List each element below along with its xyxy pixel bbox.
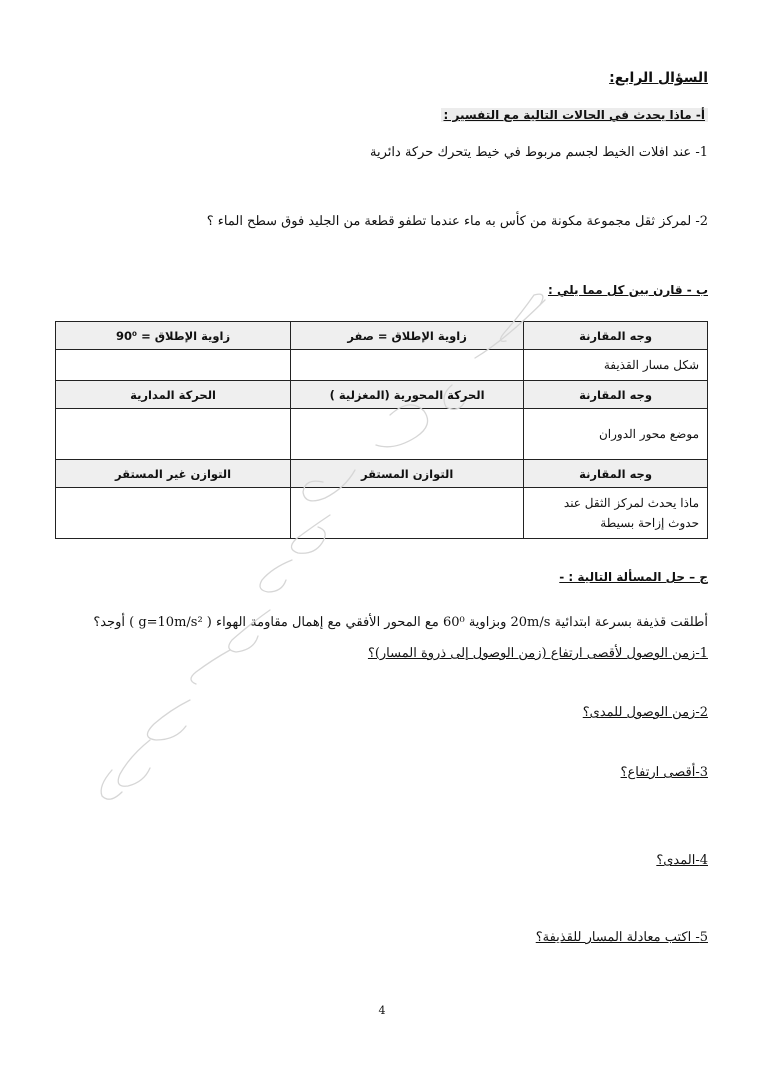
table-cell: التوازن غير المستقر	[56, 460, 291, 488]
table-header-row	[56, 322, 708, 350]
table-cell: التوازن المستقر	[291, 460, 524, 488]
table-cell-empty	[291, 409, 524, 460]
table-header-row	[56, 460, 708, 488]
table-cell: وجه المقارنة	[524, 381, 708, 409]
table-cell-empty	[291, 488, 524, 539]
table-cell-empty	[56, 409, 291, 460]
table-cell-empty	[291, 350, 524, 381]
part-a-heading: أ- ماذا يحدث في الحالات التالية مع التفسير :	[441, 108, 709, 122]
table-cell-empty	[56, 350, 291, 381]
comparison-table	[55, 321, 708, 539]
table-cell-empty	[56, 488, 291, 539]
table-cell: الحركة المحورية (المغزلية )	[291, 381, 524, 409]
table-cell	[524, 488, 708, 539]
part-a-question-2: 2- لمركز ثقل مجموعة مكونة من كأس به ماء عندما تطفو قطعة من الجليد فوق سطح الماء ؟	[206, 214, 708, 229]
table-cell: زاوية الإطلاق = 90⁰	[56, 322, 291, 350]
part-c-question-4: 4-المدى؟	[656, 853, 708, 868]
part-c-question-3: 3-أقصى ارتفاع؟	[620, 765, 708, 780]
part-b-heading: ب - قارن بين كل مما يلي :	[547, 283, 708, 297]
table-cell: زاوية الإطلاق = صفر	[291, 322, 524, 350]
table-cell: وجه المقارنة	[524, 460, 708, 488]
table-cell: موضع محور الدوران	[524, 409, 708, 460]
part-c-question-1: 1-زمن الوصول لأقصى ارتفاع (زمن الوصول إلى ذروة المسار)؟	[367, 646, 708, 661]
problem-statement: أطلقت قذيفة بسرعة ابتدائية 20m/s وبزاوية 60⁰ مع المحور الأفقي مع إهمال مقاومة الهواء ( g=10m/s² ) أوجد؟	[93, 615, 708, 630]
table-cell-line: حدوث إزاحة بسيطة	[600, 516, 699, 530]
table-row	[56, 350, 708, 381]
part-c-heading: ج – حل المسألة التالية : -	[559, 570, 708, 584]
table-row	[56, 488, 708, 539]
part-c-question-2: 2-زمن الوصول للمدى؟	[582, 705, 708, 720]
table-row	[56, 409, 708, 460]
page-number: 4	[378, 1004, 386, 1017]
table-cell: الحركة المدارية	[56, 381, 291, 409]
page-title: السؤال الرابع:	[609, 70, 708, 86]
table-cell: شكل مسار القذيفة	[524, 350, 708, 381]
part-a-question-1: 1- عند افلات الخيط لجسم مربوط في خيط يتحرك حركة دائرية	[370, 145, 708, 160]
part-c-question-5: 5- اكتب معادلة المسار للقذيفة؟	[535, 930, 708, 945]
table-cell: وجه المقارنة	[524, 322, 708, 350]
table-header-row	[56, 381, 708, 409]
table-cell-line: ماذا يحدث لمركز الثقل عند	[563, 496, 699, 510]
